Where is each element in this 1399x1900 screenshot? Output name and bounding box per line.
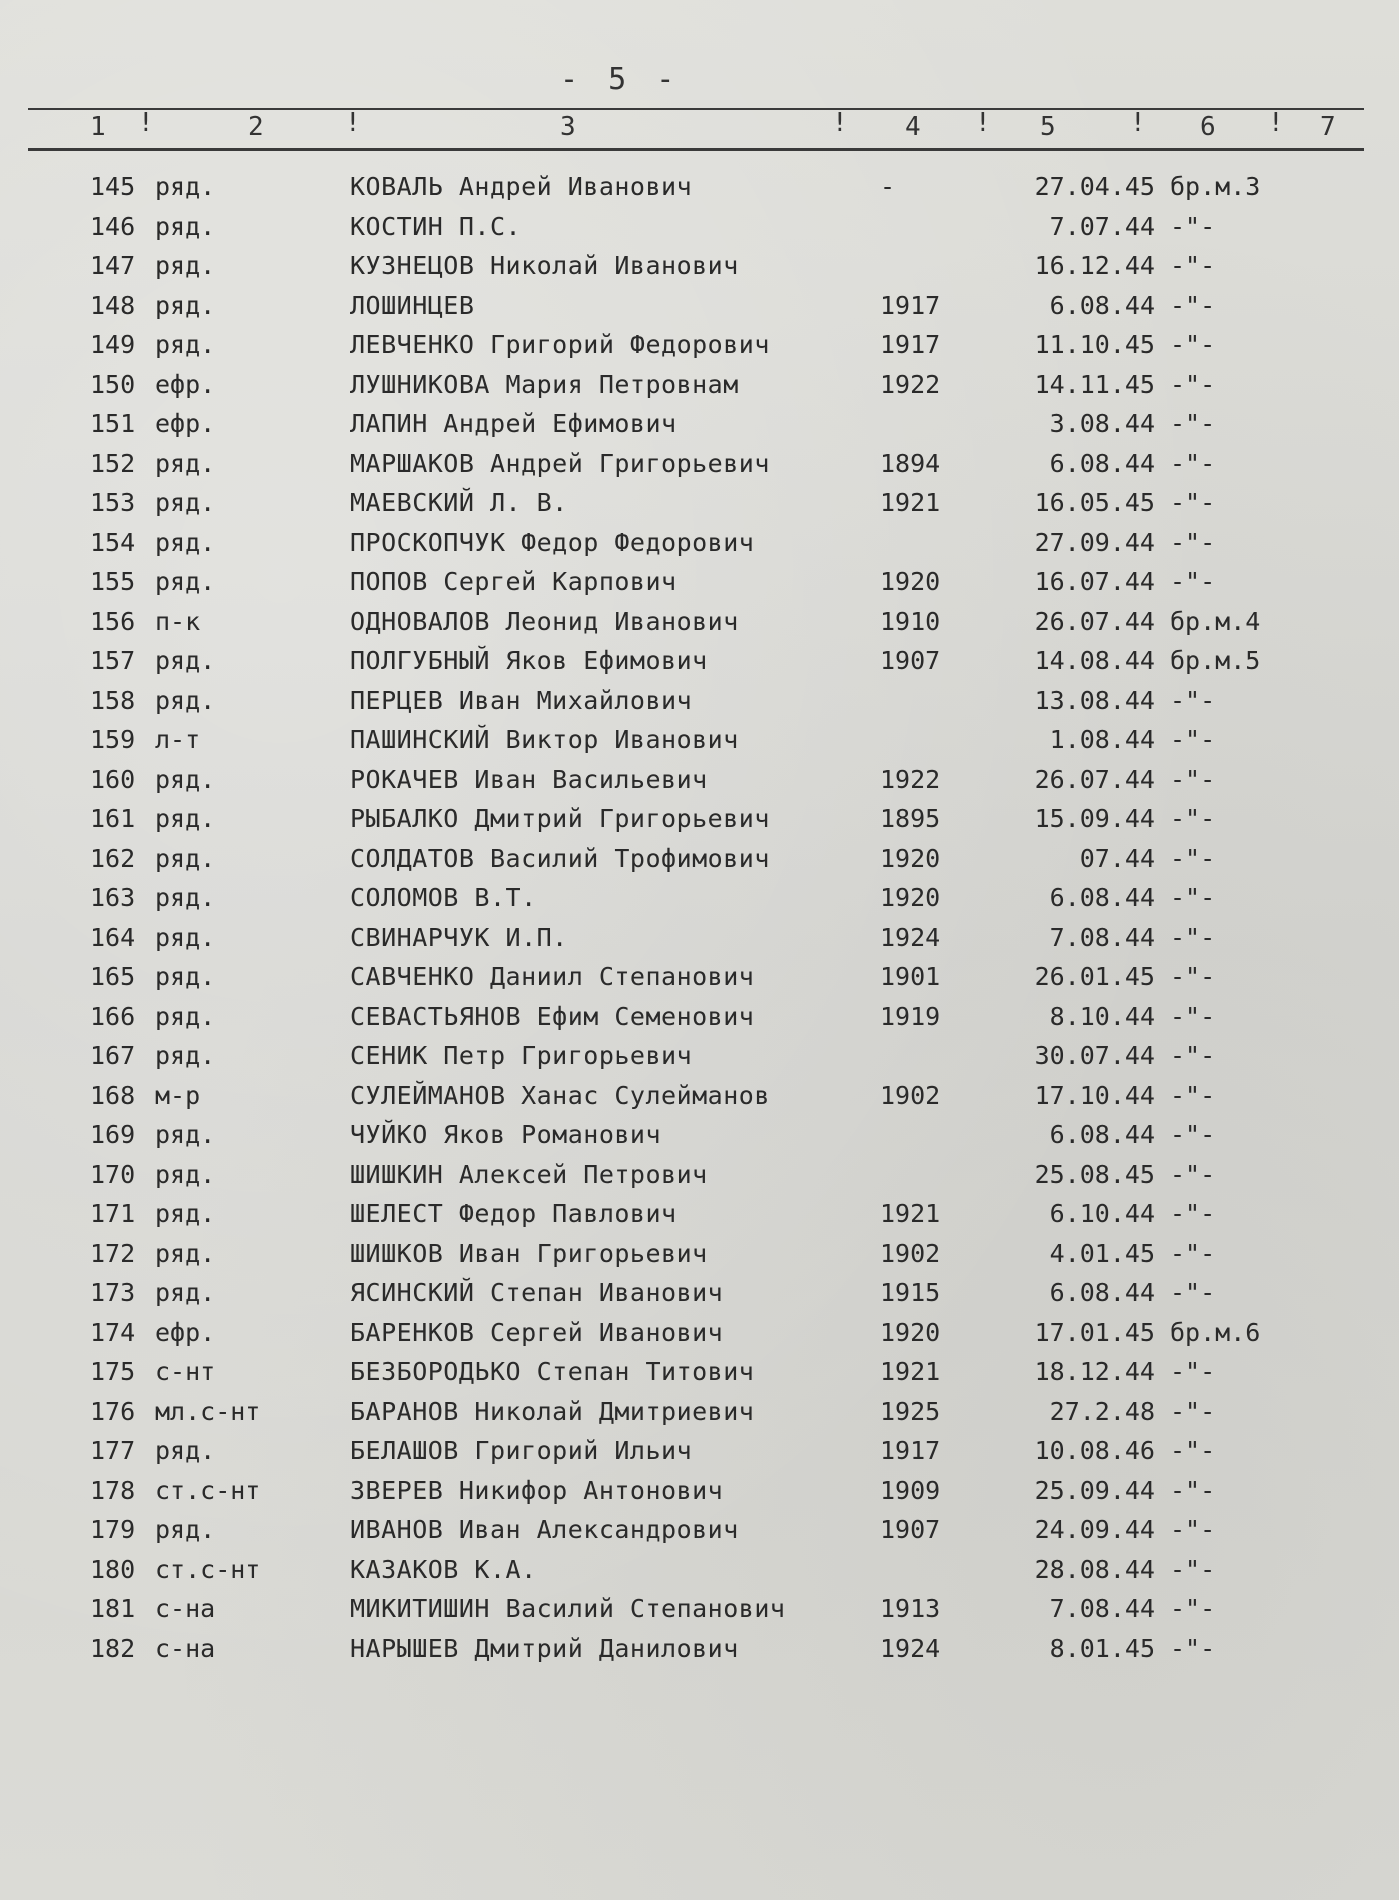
record-number: 166 bbox=[90, 1001, 136, 1031]
record-date: 07.44 bbox=[1079, 843, 1155, 873]
record-rank: ряд. bbox=[155, 172, 216, 201]
record-row bbox=[0, 1081, 1399, 1120]
record-date: 30.07.44 bbox=[1034, 1041, 1155, 1070]
record-name: КУЗНЕЦОВ Николай Иванович bbox=[350, 251, 739, 280]
record-row bbox=[0, 409, 1399, 448]
record-number: 165 bbox=[90, 962, 136, 991]
record-birth-year: 1901 bbox=[880, 962, 941, 991]
record-name: СОЛДАТОВ Василий Трофимович bbox=[350, 843, 770, 873]
record-rank: ряд. bbox=[155, 1199, 216, 1228]
record-number: 164 bbox=[90, 922, 136, 952]
record-date: 15.09.44 bbox=[1034, 804, 1155, 833]
record-date: 6.08.44 bbox=[1049, 1278, 1155, 1307]
record-row bbox=[0, 1041, 1399, 1080]
record-number: 158 bbox=[90, 685, 136, 715]
record-number: 150 bbox=[90, 369, 136, 399]
record-row bbox=[0, 1160, 1399, 1199]
record-birth-year: 1920 bbox=[880, 1317, 941, 1347]
record-row bbox=[0, 1634, 1399, 1673]
record-birth-year: 1925 bbox=[880, 1396, 941, 1426]
column-header-5: 5 bbox=[1040, 112, 1056, 142]
record-name: ЛОШИНЦЕВ bbox=[350, 290, 475, 320]
record-number: 148 bbox=[90, 290, 136, 320]
record-rank: м-р bbox=[155, 1080, 201, 1110]
record-name: ПЕРЦЕВ Иван Михайлович bbox=[350, 685, 693, 715]
record-birth-year: 1922 bbox=[880, 764, 941, 794]
record-burial-note: -"- bbox=[1170, 1515, 1216, 1544]
record-burial-note: -"- bbox=[1170, 409, 1216, 438]
record-birth-year: 1913 bbox=[880, 1594, 941, 1623]
record-date: 25.08.45 bbox=[1034, 1159, 1155, 1189]
record-rank: ряд. bbox=[155, 1238, 216, 1268]
record-name: ОДНОВАЛОВ Леонид Иванович bbox=[350, 606, 739, 636]
record-burial-note: -"- bbox=[1170, 883, 1216, 912]
record-date: 6.08.44 bbox=[1049, 1120, 1155, 1149]
record-birth-year: 1920 bbox=[880, 883, 941, 912]
record-burial-note: -"- bbox=[1170, 369, 1216, 399]
record-rank: ст.с-нт bbox=[155, 1475, 261, 1505]
record-row bbox=[0, 251, 1399, 290]
record-date: 14.08.44 bbox=[1034, 646, 1155, 675]
record-rank: ряд. bbox=[155, 804, 216, 833]
column-separator: ! bbox=[975, 108, 991, 138]
record-burial-note: бр.м.5 bbox=[1170, 646, 1261, 675]
record-rank: ряд. bbox=[155, 330, 216, 359]
record-birth-year: 1921 bbox=[880, 1357, 941, 1386]
record-number: 167 bbox=[90, 1041, 136, 1070]
record-row bbox=[0, 1357, 1399, 1396]
record-rank: ряд. bbox=[155, 685, 216, 715]
record-number: 168 bbox=[90, 1080, 136, 1110]
record-row bbox=[0, 607, 1399, 646]
record-row bbox=[0, 291, 1399, 330]
record-rank: ряд. bbox=[155, 290, 216, 320]
record-rank: ряд. bbox=[155, 1515, 216, 1544]
record-birth-year: 1917 bbox=[880, 1436, 941, 1465]
record-birth-year: - bbox=[880, 172, 896, 201]
record-burial-note: -"- bbox=[1170, 527, 1216, 557]
record-name: ШИШКИН Алексей Петрович bbox=[350, 1159, 708, 1189]
record-number: 179 bbox=[90, 1515, 136, 1544]
record-name: ПРОСКОПЧУК Федор Федорович bbox=[350, 527, 755, 557]
record-number: 175 bbox=[90, 1357, 136, 1386]
record-name: МАЕВСКИЙ Л. В. bbox=[350, 488, 568, 517]
record-rank: л-т bbox=[155, 725, 201, 754]
record-name: БАРЕНКОВ Сергей Иванович bbox=[350, 1317, 724, 1347]
record-date: 6.08.44 bbox=[1049, 290, 1155, 320]
record-birth-year: 1902 bbox=[880, 1238, 941, 1268]
record-number: 177 bbox=[90, 1436, 136, 1465]
record-number: 169 bbox=[90, 1120, 136, 1149]
column-header-7: 7 bbox=[1320, 112, 1336, 142]
record-number: 180 bbox=[90, 1554, 136, 1584]
record-name: МИКИТИШИН Василий Степанович bbox=[350, 1594, 786, 1623]
record-date: 26.07.44 bbox=[1034, 764, 1155, 794]
record-date: 27.2.48 bbox=[1049, 1396, 1155, 1426]
record-date: 27.04.45 bbox=[1034, 172, 1155, 201]
header-rule-top bbox=[28, 108, 1364, 110]
record-birth-year: 1921 bbox=[880, 1199, 941, 1228]
record-row bbox=[0, 212, 1399, 251]
record-date: 6.10.44 bbox=[1049, 1199, 1155, 1228]
record-date: 11.10.45 bbox=[1034, 330, 1155, 359]
record-row bbox=[0, 646, 1399, 685]
record-row bbox=[0, 1120, 1399, 1159]
record-burial-note: -"- bbox=[1170, 843, 1216, 873]
record-row bbox=[0, 1239, 1399, 1278]
record-date: 26.07.44 bbox=[1034, 606, 1155, 636]
record-rank: мл.с-нт bbox=[155, 1396, 261, 1426]
record-date: 26.01.45 bbox=[1034, 962, 1155, 991]
record-rank: ряд. bbox=[155, 1120, 216, 1149]
record-date: 16.05.45 bbox=[1034, 488, 1155, 517]
record-date: 6.08.44 bbox=[1049, 883, 1155, 912]
record-date: 17.01.45 bbox=[1034, 1317, 1155, 1347]
record-number: 156 bbox=[90, 606, 136, 636]
record-burial-note: -"- bbox=[1170, 685, 1216, 715]
record-row bbox=[0, 883, 1399, 922]
record-rank: с-на bbox=[155, 1594, 216, 1623]
record-burial-note: -"- bbox=[1170, 251, 1216, 280]
column-separator: ! bbox=[1130, 108, 1146, 138]
record-burial-note: -"- bbox=[1170, 1041, 1216, 1070]
record-number: 173 bbox=[90, 1278, 136, 1307]
record-burial-note: -"- bbox=[1170, 1633, 1216, 1663]
record-birth-year: 1919 bbox=[880, 1001, 941, 1031]
record-burial-note: -"- bbox=[1170, 725, 1216, 754]
record-rank: ефр. bbox=[155, 1317, 216, 1347]
record-date: 1.08.44 bbox=[1049, 725, 1155, 754]
column-separator: ! bbox=[1268, 108, 1284, 138]
record-number: 159 bbox=[90, 725, 136, 754]
record-number: 155 bbox=[90, 567, 136, 596]
record-number: 170 bbox=[90, 1159, 136, 1189]
record-date: 16.12.44 bbox=[1034, 251, 1155, 280]
record-burial-note: бр.м.4 bbox=[1170, 606, 1261, 636]
page-number: - 5 - bbox=[560, 62, 681, 97]
record-burial-note: -"- bbox=[1170, 211, 1216, 241]
record-number: 178 bbox=[90, 1475, 136, 1505]
record-number: 153 bbox=[90, 488, 136, 517]
record-rank: ряд. bbox=[155, 448, 216, 478]
record-name: РОКАЧЕВ Иван Васильевич bbox=[350, 764, 708, 794]
record-name: РЫБАЛКО Дмитрий Григорьевич bbox=[350, 804, 770, 833]
record-date: 8.10.44 bbox=[1049, 1001, 1155, 1031]
record-rank: ряд. bbox=[155, 883, 216, 912]
record-name: ЛЕВЧЕНКО Григорий Федорович bbox=[350, 330, 770, 359]
record-row bbox=[0, 1555, 1399, 1594]
record-rank: ряд. bbox=[155, 962, 216, 991]
record-date: 16.07.44 bbox=[1034, 567, 1155, 596]
record-birth-year: 1915 bbox=[880, 1278, 941, 1307]
record-birth-year: 1920 bbox=[880, 843, 941, 873]
record-name: БЕЗБОРОДЬКО Степан Титович bbox=[350, 1357, 755, 1386]
record-burial-note: бр.м.3 bbox=[1170, 172, 1261, 201]
record-rank: с-на bbox=[155, 1633, 216, 1663]
record-name: ЗВЕРЕВ Никифор Антонович bbox=[350, 1475, 724, 1505]
record-date: 10.08.46 bbox=[1034, 1436, 1155, 1465]
record-birth-year: 1907 bbox=[880, 646, 941, 675]
record-name: ЧУЙКО Яков Романович bbox=[350, 1120, 662, 1149]
record-birth-year: 1909 bbox=[880, 1475, 941, 1505]
record-burial-note: -"- bbox=[1170, 1120, 1216, 1149]
record-number: 161 bbox=[90, 804, 136, 833]
record-rank: ряд. bbox=[155, 646, 216, 675]
record-burial-note: -"- bbox=[1170, 962, 1216, 991]
record-row bbox=[0, 765, 1399, 804]
record-rank: ряд. bbox=[155, 1278, 216, 1307]
record-birth-year: 1910 bbox=[880, 606, 941, 636]
record-rank: ряд. bbox=[155, 488, 216, 517]
record-row bbox=[0, 528, 1399, 567]
record-burial-note: -"- bbox=[1170, 488, 1216, 517]
record-number: 176 bbox=[90, 1396, 136, 1426]
record-number: 145 bbox=[90, 172, 136, 201]
record-date: 6.08.44 bbox=[1049, 448, 1155, 478]
record-burial-note: -"- bbox=[1170, 567, 1216, 596]
record-row bbox=[0, 370, 1399, 409]
record-row bbox=[0, 804, 1399, 843]
record-date: 25.09.44 bbox=[1034, 1475, 1155, 1505]
record-date: 14.11.45 bbox=[1034, 369, 1155, 399]
record-name: САВЧЕНКО Даниил Степанович bbox=[350, 962, 755, 991]
record-birth-year: 1921 bbox=[880, 488, 941, 517]
record-row bbox=[0, 923, 1399, 962]
record-row bbox=[0, 1476, 1399, 1515]
record-date: 17.10.44 bbox=[1034, 1080, 1155, 1110]
record-number: 172 bbox=[90, 1238, 136, 1268]
record-rank: ефр. bbox=[155, 409, 216, 438]
record-name: ЛАПИН Андрей Ефимович bbox=[350, 409, 677, 438]
header-rule-bottom bbox=[28, 148, 1364, 151]
record-row bbox=[0, 1199, 1399, 1238]
record-number: 163 bbox=[90, 883, 136, 912]
record-number: 151 bbox=[90, 409, 136, 438]
record-burial-note: -"- bbox=[1170, 1554, 1216, 1584]
record-burial-note: -"- bbox=[1170, 1357, 1216, 1386]
record-number: 147 bbox=[90, 251, 136, 280]
record-row bbox=[0, 844, 1399, 883]
record-rank: ряд. bbox=[155, 567, 216, 596]
record-date: 7.07.44 bbox=[1049, 211, 1155, 241]
record-name: МАРШАКОВ Андрей Григорьевич bbox=[350, 448, 770, 478]
record-rank: п-к bbox=[155, 606, 201, 636]
column-header-1: 1 bbox=[90, 112, 106, 142]
record-rank: ефр. bbox=[155, 369, 216, 399]
record-row bbox=[0, 330, 1399, 369]
record-rank: ряд. bbox=[155, 1159, 216, 1189]
record-row bbox=[0, 1318, 1399, 1357]
record-name: ПОЛГУБНЫЙ Яков Ефимович bbox=[350, 646, 708, 675]
record-rank: ряд. bbox=[155, 922, 216, 952]
record-rank: ряд. bbox=[155, 843, 216, 873]
column-header-2: 2 bbox=[248, 112, 264, 142]
record-birth-year: 1907 bbox=[880, 1515, 941, 1544]
record-number: 146 bbox=[90, 211, 136, 241]
record-date: 7.08.44 bbox=[1049, 1594, 1155, 1623]
record-row bbox=[0, 449, 1399, 488]
record-burial-note: -"- bbox=[1170, 1594, 1216, 1623]
record-name: ИВАНОВ Иван Александрович bbox=[350, 1515, 739, 1544]
record-number: 174 bbox=[90, 1317, 136, 1347]
column-header-6: 6 bbox=[1200, 112, 1216, 142]
record-name: СОЛОМОВ В.Т. bbox=[350, 883, 537, 912]
record-burial-note: -"- bbox=[1170, 1475, 1216, 1505]
record-name: КАЗАКОВ К.А. bbox=[350, 1554, 537, 1584]
record-row bbox=[0, 172, 1399, 211]
record-burial-note: -"- bbox=[1170, 1396, 1216, 1426]
record-birth-year: 1922 bbox=[880, 369, 941, 399]
record-birth-year: 1917 bbox=[880, 330, 941, 359]
record-name: ЯСИНСКИЙ Степан Иванович bbox=[350, 1278, 724, 1307]
record-rank: ряд. bbox=[155, 527, 216, 557]
record-birth-year: 1917 bbox=[880, 290, 941, 320]
record-name: ШЕЛЕСТ Федор Павлович bbox=[350, 1199, 677, 1228]
record-rank: ряд. bbox=[155, 1041, 216, 1070]
record-burial-note: -"- bbox=[1170, 1199, 1216, 1228]
column-header-3: 3 bbox=[560, 112, 576, 142]
record-row bbox=[0, 725, 1399, 764]
record-number: 160 bbox=[90, 764, 136, 794]
record-name: ПОПОВ Сергей Карпович bbox=[350, 567, 677, 596]
record-burial-note: -"- bbox=[1170, 330, 1216, 359]
record-name: КОСТИН П.С. bbox=[350, 211, 522, 241]
record-number: 152 bbox=[90, 448, 136, 478]
record-birth-year: 1902 bbox=[880, 1080, 941, 1110]
record-row bbox=[0, 1515, 1399, 1554]
record-burial-note: бр.м.6 bbox=[1170, 1317, 1261, 1347]
record-number: 162 bbox=[90, 843, 136, 873]
column-separator: ! bbox=[832, 108, 848, 138]
record-date: 7.08.44 bbox=[1049, 922, 1155, 952]
record-birth-year: 1924 bbox=[880, 1633, 941, 1663]
record-name: БАРАНОВ Николай Дмитриевич bbox=[350, 1396, 755, 1426]
record-burial-note: -"- bbox=[1170, 1238, 1216, 1268]
record-name: СВИНАРЧУК И.П. bbox=[350, 922, 568, 952]
record-number: 182 bbox=[90, 1633, 136, 1663]
record-rank: ряд. bbox=[155, 211, 216, 241]
record-name: СЕНИК Петр Григорьевич bbox=[350, 1041, 693, 1070]
record-row bbox=[0, 1594, 1399, 1633]
record-row bbox=[0, 1278, 1399, 1317]
record-name: СЕВАСТЬЯНОВ Ефим Семенович bbox=[350, 1001, 755, 1031]
record-row bbox=[0, 567, 1399, 606]
record-burial-note: -"- bbox=[1170, 1278, 1216, 1307]
record-row bbox=[0, 1436, 1399, 1475]
record-name: НАРЫШЕВ Дмитрий Данилович bbox=[350, 1633, 739, 1663]
record-row bbox=[0, 488, 1399, 527]
record-burial-note: -"- bbox=[1170, 448, 1216, 478]
record-name: СУЛЕЙМАНОВ Ханас Сулейманов bbox=[350, 1080, 770, 1110]
column-separator: ! bbox=[345, 108, 361, 138]
record-number: 157 bbox=[90, 646, 136, 675]
record-row bbox=[0, 686, 1399, 725]
record-date: 13.08.44 bbox=[1034, 685, 1155, 715]
record-burial-note: -"- bbox=[1170, 1436, 1216, 1465]
record-birth-year: 1894 bbox=[880, 448, 941, 478]
record-date: 27.09.44 bbox=[1034, 527, 1155, 557]
record-date: 4.01.45 bbox=[1049, 1238, 1155, 1268]
record-date: 24.09.44 bbox=[1034, 1515, 1155, 1544]
record-burial-note: -"- bbox=[1170, 804, 1216, 833]
record-number: 149 bbox=[90, 330, 136, 359]
record-rank: ряд. bbox=[155, 1436, 216, 1465]
record-name: ШИШКОВ Иван Григорьевич bbox=[350, 1238, 708, 1268]
record-rank: ряд. bbox=[155, 764, 216, 794]
record-row bbox=[0, 1002, 1399, 1041]
record-number: 181 bbox=[90, 1594, 136, 1623]
record-rank: ряд. bbox=[155, 1001, 216, 1031]
record-date: 18.12.44 bbox=[1034, 1357, 1155, 1386]
record-name: КОВАЛЬ Андрей Иванович bbox=[350, 172, 693, 201]
record-name: ПАШИНСКИЙ Виктор Иванович bbox=[350, 725, 739, 754]
record-number: 154 bbox=[90, 527, 136, 557]
record-burial-note: -"- bbox=[1170, 764, 1216, 794]
record-rank: с-нт bbox=[155, 1357, 216, 1386]
record-row bbox=[0, 1397, 1399, 1436]
record-burial-note: -"- bbox=[1170, 290, 1216, 320]
record-birth-year: 1924 bbox=[880, 922, 941, 952]
record-name: ЛУШНИКОВА Мария Петровнам bbox=[350, 369, 739, 399]
record-name: БЕЛАШОВ Григорий Ильич bbox=[350, 1436, 693, 1465]
record-birth-year: 1895 bbox=[880, 804, 941, 833]
record-date: 28.08.44 bbox=[1034, 1554, 1155, 1584]
record-rank: ряд. bbox=[155, 251, 216, 280]
record-number: 171 bbox=[90, 1199, 136, 1228]
record-rank: ст.с-нт bbox=[155, 1554, 261, 1584]
record-burial-note: -"- bbox=[1170, 1080, 1216, 1110]
record-burial-note: -"- bbox=[1170, 922, 1216, 952]
record-row bbox=[0, 962, 1399, 1001]
record-date: 3.08.44 bbox=[1049, 409, 1155, 438]
record-birth-year: 1920 bbox=[880, 567, 941, 596]
record-date: 8.01.45 bbox=[1049, 1633, 1155, 1663]
column-header-4: 4 bbox=[905, 112, 921, 142]
column-separator: ! bbox=[138, 108, 154, 138]
record-burial-note: -"- bbox=[1170, 1159, 1216, 1189]
record-burial-note: -"- bbox=[1170, 1001, 1216, 1031]
